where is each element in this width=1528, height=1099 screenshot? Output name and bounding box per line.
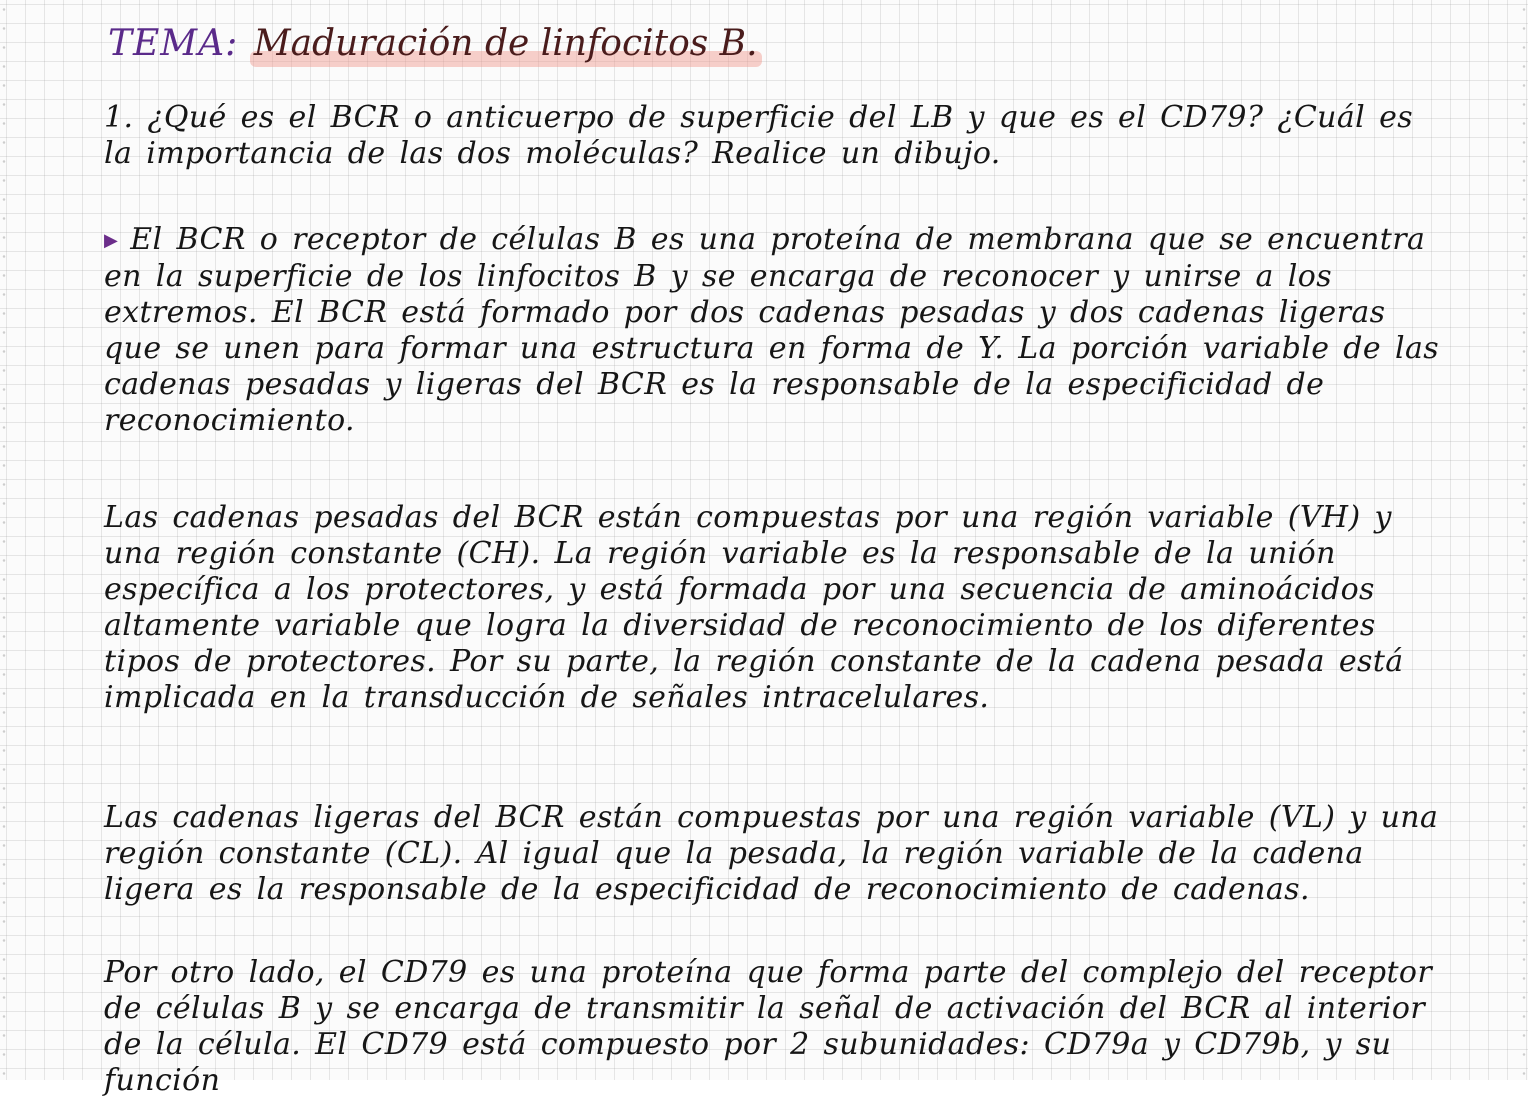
title-text: Maduración de linfocitos B.	[253, 23, 758, 64]
paragraph-cd79: Por otro lado, el CD79 es una proteína que forma parte del complejo del receptor de células B y se encarga de transmitir la señal de activación del BCR al interior de la célula. El CD79 está compuesto por 2 subunidades: CD79a y CD79b, y su función	[104, 955, 1433, 1098]
paragraph-heavy-chains: Las cadenas pesadas del BCR están compuestas por una región variable (VH) y una región constante (CH). La región variable es la responsable de la unión específica a los protectores, y está formada por una secuencia de aminoácidos altamente variable que logra la diversidad de reconocimiento de los diferentes tipos de protectores. Por su parte, la región constante de la cadena pesada está implicada en la transducción de señales intracelulares.	[104, 500, 1404, 715]
bullet-icon: ▶	[104, 230, 119, 251]
paragraph-bcr	[104, 222, 1444, 439]
right-margin-dots	[1520, 0, 1528, 1080]
left-margin-dots	[0, 0, 8, 1080]
title-label: TEMA:	[108, 23, 239, 64]
paragraph-text: El BCR o receptor de células B es una proteína de membrana que se encuentra en la superficie de los linfocitos B y se encarga de reconocer y unirse a los extremos. El BCR está formado por dos cadenas pesadas y dos cadenas ligeras que se unen para formar una estructura en forma de Y. La porción variable de las cadenas pesadas y ligeras del BCR es la responsable de la especificidad de reconocimiento.	[104, 222, 1440, 438]
paragraph-light-chains: Las cadenas ligeras del BCR están compuestas por una región variable (VL) y una región constante (CL). Al igual que la pesada, la región variable de la cadena ligera es la responsable de la especificidad de reconocimiento de cadenas.	[104, 800, 1439, 907]
page-title	[108, 18, 762, 70]
title-text-wrapper	[250, 23, 762, 64]
question-text: 1. ¿Qué es el BCR o anticuerpo de superficie del LB y que es el CD79? ¿Cuál es la importancia de las dos moléculas? Realice un dibujo.	[104, 100, 1414, 171]
